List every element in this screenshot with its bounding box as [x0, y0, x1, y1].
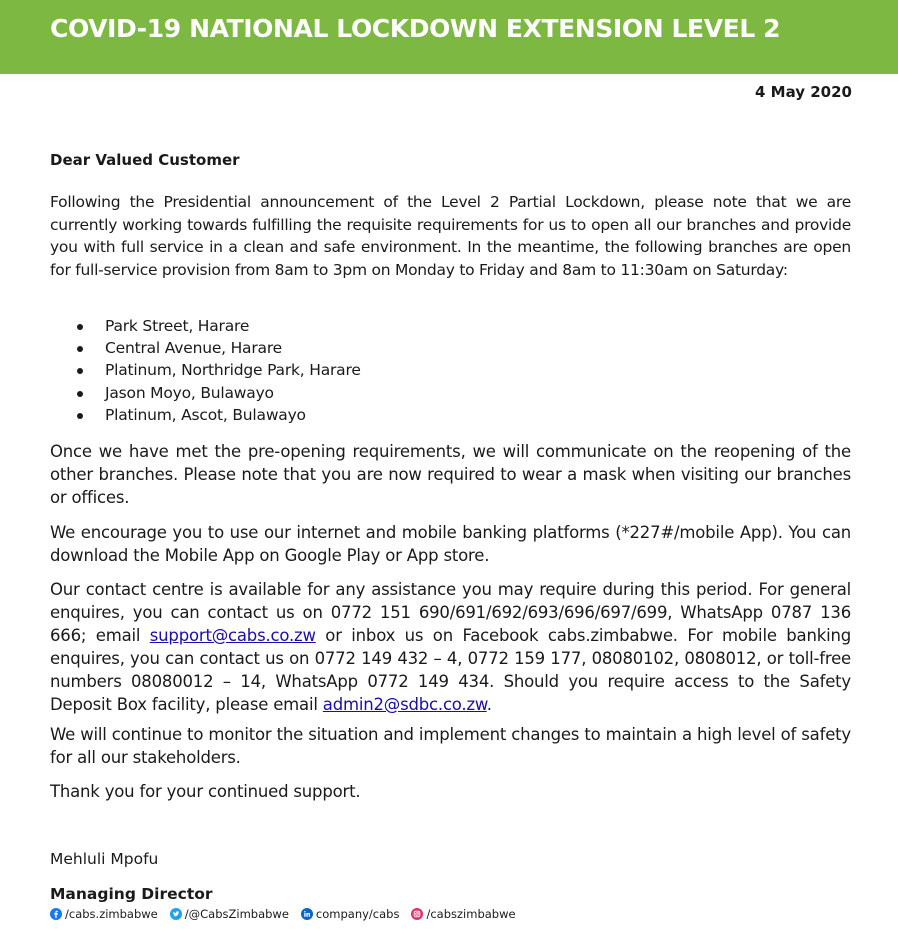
facebook-link[interactable] — [50, 907, 158, 921]
sdbc-email-link[interactable]: admin2@sdbc.co.zw — [322, 695, 487, 714]
bullet-icon — [77, 368, 83, 374]
contact-text: Our contact centre is available for any assistance you may require during this period. For general enquires, you can contact us on 0772 151 690/691/692/693/696/697/699, WhatsApp 0787 136 666; email — [50, 580, 851, 645]
thank-you-paragraph: Thank you for your continued support. — [50, 782, 361, 801]
bullet-icon — [77, 324, 83, 330]
list-item — [50, 382, 361, 404]
branch-name: Platinum, Ascot, Bulawayo — [105, 405, 306, 424]
facebook-handle: /cabs.zimbabwe — [65, 907, 158, 921]
branch-name: Platinum, Northridge Park, Harare — [105, 361, 361, 380]
bullet-icon — [77, 346, 83, 352]
digital-banking-paragraph: We encourage you to use our internet and mobile banking platforms (*227#/mobile App). You can download the Mobile App on Google Play or App store. — [50, 523, 851, 565]
bullet-icon — [77, 413, 83, 419]
contact-text: or inbox us on Facebook cabs.zimbabwe. For mobile banking enquires, you can contact us on 0772 149 432 – 4, 0772 159 177, 08080102, 0808012, or toll-free numbers 08080012 – 14, WhatsApp 0772 149 434. Should you require access to the Safety Deposit Box facility, please email — [50, 626, 851, 714]
instagram-icon — [411, 908, 423, 920]
salutation: Dear Valued Customer — [50, 151, 240, 169]
bullet-icon — [77, 391, 83, 397]
contact-paragraph — [50, 578, 851, 716]
contact-text: . — [486, 695, 492, 714]
instagram-handle: /cabszimbabwe — [426, 907, 516, 921]
linkedin-handle: company/cabs — [315, 907, 400, 921]
list-item — [50, 337, 361, 359]
signatory-title: Managing Director — [50, 885, 213, 903]
twitter-link[interactable] — [170, 907, 289, 921]
signatory-name: Mehluli Mpofu — [50, 850, 159, 868]
twitter-handle: /@CabsZimbabwe — [184, 907, 289, 921]
intro-paragraph: Following the Presidential announcement of the Level 2 Partial Lockdown, please note that we are currently working towards fulfilling the requisite requirements for us to open all our branches and provide you with full service in a clean and safe environment. In the meantime, the following branches are open for full-service provision from 8am to 3pm on Monday to Friday and 8am to 11:30am on Saturday: — [50, 193, 851, 279]
linkedin-link[interactable] — [301, 907, 400, 921]
branch-name: Park Street, Harare — [105, 317, 250, 335]
letter-date: 4 May 2020 — [755, 83, 852, 101]
instagram-link[interactable] — [411, 907, 515, 921]
monitoring-paragraph: We will continue to monitor the situation and implement changes to maintain a high level of safety for all our stakeholders. — [50, 725, 851, 767]
linkedin-icon — [301, 908, 313, 920]
list-item — [50, 359, 361, 381]
list-item — [50, 404, 361, 426]
twitter-icon — [170, 908, 182, 920]
facebook-icon — [50, 908, 62, 920]
branch-name: Jason Moyo, Bulawayo — [105, 383, 274, 402]
reopening-paragraph: Once we have met the pre-opening requirements, we will communicate on the reopening of the other branches. Please note that you are now required to wear a mask when visiting our branches or offices. — [50, 442, 851, 507]
branch-name: Central Avenue, Harare — [105, 339, 282, 358]
support-email-link[interactable]: support@cabs.co.zw — [149, 626, 316, 645]
list-item — [50, 315, 361, 337]
branch-list — [50, 315, 361, 426]
header-banner — [0, 0, 898, 74]
social-links — [50, 907, 516, 921]
page-title: COVID-19 NATIONAL LOCKDOWN EXTENSION LEVEL 2 — [50, 14, 781, 43]
